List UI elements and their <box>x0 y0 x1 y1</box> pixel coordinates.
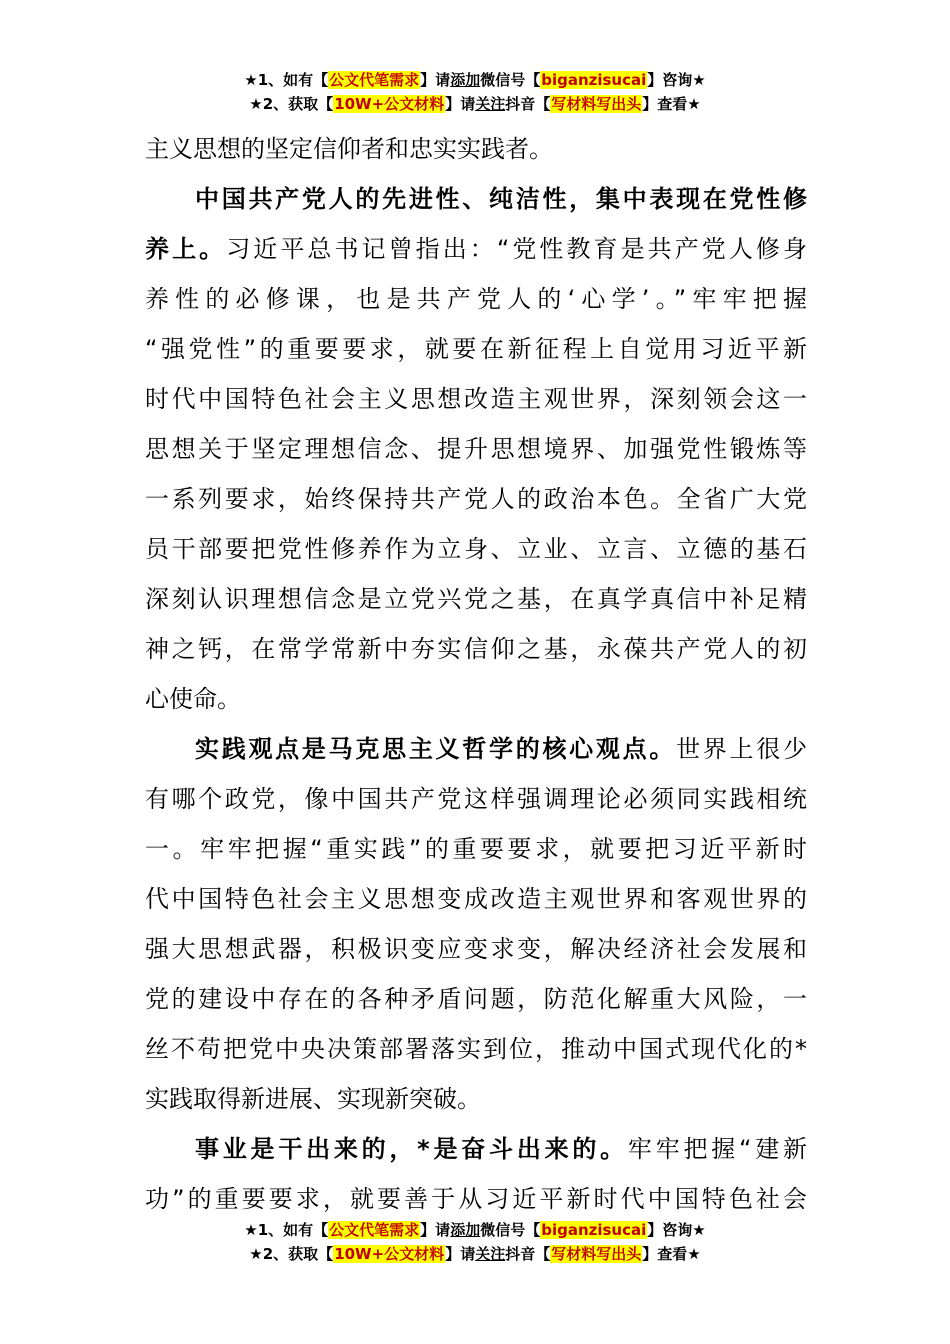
paragraph-lead: 事业是干出来的，*是奋斗出来的。牢牢把握“建新 <box>195 1135 807 1163</box>
paragraph-lead: 中国共产党人的先进性、纯洁性，集中表现在党性修 <box>195 185 807 213</box>
highlight-douyin: 写材料写出头 <box>551 95 642 113</box>
header-notice <box>0 68 950 116</box>
text-line: 思想关于坚定理想信念、提升思想境界、加强党性锻炼等 <box>145 435 807 463</box>
highlight-service: 公文代笔需求 <box>329 1221 420 1239</box>
notice-line-2: ★2、获取【10W+公文材料】请关注抖音【写材料写出头】查看★ <box>249 1245 701 1263</box>
text-line: 养上。习近平总书记曾指出：“党性教育是共产党人修身 <box>145 235 807 263</box>
text-line: 深刻认识理想信念是立党兴党之基，在真学真信中补足精 <box>145 585 807 613</box>
text-line: 有哪个政党，像中国共产党这样强调理论必须同实践相统 <box>145 785 807 813</box>
text-line: 代中国特色社会主义思想变成改造主观世界和客观世界的 <box>145 885 807 913</box>
text-line: “强党性”的重要要求，就要在新征程上自觉用习近平新 <box>145 335 807 363</box>
highlight-douyin: 写材料写出头 <box>551 1245 642 1263</box>
text-line: 时代中国特色社会主义思想改造主观世界，深刻领会这一 <box>145 385 807 413</box>
text-line: 神之钙，在常学常新中夯实信仰之基，永葆共产党人的初 <box>145 635 807 663</box>
paragraph-lead: 实践观点是马克思主义哲学的核心观点。世界上很少 <box>195 735 807 763</box>
highlight-service: 公文代笔需求 <box>329 71 420 89</box>
notice-line-2: ★2、获取【10W+公文材料】请关注抖音【写材料写出头】查看★ <box>249 95 701 113</box>
text-line: 养性的必修课，也是共产党人的‘心学’。”牢牢把握 <box>145 285 807 313</box>
document-body <box>145 124 807 1224</box>
text-line: 心使命。 <box>145 685 241 713</box>
notice-line-1: ★1、如有【公文代笔需求】请添加微信号【biganzisucai】咨询★ <box>244 71 706 89</box>
text-line: 实践取得新进展、实现新突破。 <box>145 1085 481 1113</box>
notice-line-1: ★1、如有【公文代笔需求】请添加微信号【biganzisucai】咨询★ <box>244 1221 706 1239</box>
highlight-wechat-id: biganzisucai <box>541 71 647 89</box>
highlight-materials: 10W+公文材料 <box>334 95 445 113</box>
text-line: 员干部要把党性修养作为立身、立业、立言、立德的基石 <box>145 535 807 563</box>
text-line: 主义思想的坚定信仰者和忠实实践者。 <box>145 135 553 163</box>
footer-notice <box>0 1218 950 1266</box>
text-line: 强大思想武器，积极识变应变求变，解决经济社会发展和 <box>145 935 807 963</box>
text-line: 一。牢牢把握“重实践”的重要要求，就要把习近平新时 <box>145 835 807 863</box>
text-line: 一系列要求，始终保持共产党人的政治本色。全省广大党 <box>145 485 807 513</box>
highlight-materials: 10W+公文材料 <box>334 1245 445 1263</box>
highlight-wechat-id: biganzisucai <box>541 1221 647 1239</box>
text-line: 党的建设中存在的各种矛盾问题，防范化解重大风险，一 <box>145 985 807 1013</box>
text-line: 丝不苟把党中央决策部署落实到位，推动中国式现代化的* <box>145 1035 807 1063</box>
text-line: 功”的重要要求，就要善于从习近平新时代中国特色社会 <box>145 1185 807 1213</box>
